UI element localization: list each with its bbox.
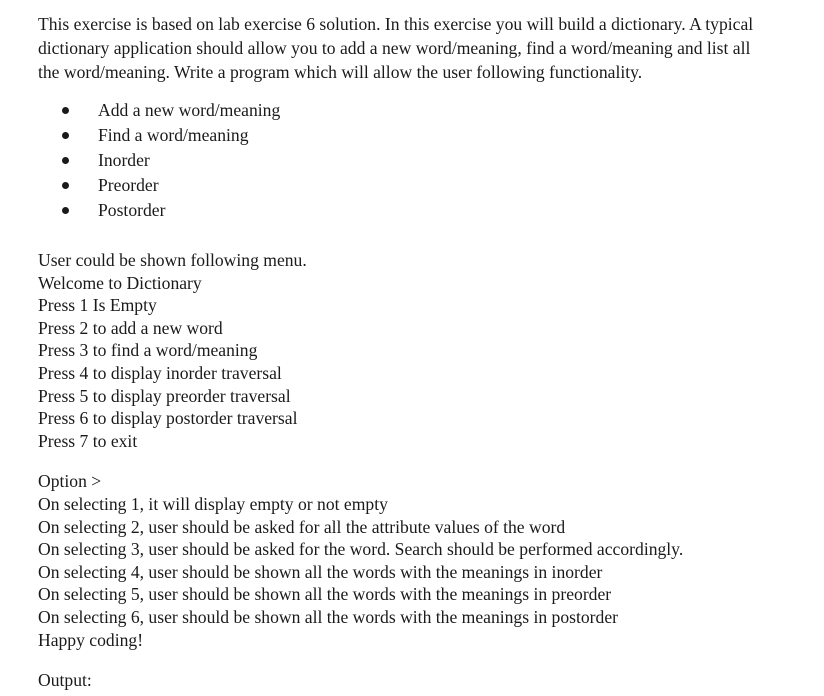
menu-line: Press 6 to display postorder traversal bbox=[38, 408, 298, 429]
option-line: On selecting 3, user should be asked for the word. Search should be performed accordingly. bbox=[38, 539, 684, 560]
list-item-label: Find a word/meaning bbox=[98, 125, 249, 145]
list-item-label: Postorder bbox=[98, 200, 166, 220]
option-descriptions bbox=[38, 470, 818, 651]
menu-line: Press 5 to display preorder traversal bbox=[38, 385, 291, 406]
option-line: On selecting 4, user should be shown all the words with the meanings in inorder bbox=[38, 561, 603, 582]
list-item-label: Preorder bbox=[98, 175, 159, 195]
bullet-icon bbox=[62, 132, 69, 139]
intro-line: the word/meaning. Write a program which will allow the user following functionality. bbox=[38, 62, 643, 82]
option-prompt: Option > bbox=[38, 471, 102, 492]
list-item bbox=[38, 123, 818, 148]
output-section bbox=[38, 669, 818, 692]
option-line: On selecting 5, user should be shown all the words with the meanings in preorder bbox=[38, 584, 612, 605]
list-item bbox=[38, 198, 818, 223]
list-item bbox=[38, 148, 818, 173]
menu-line: Press 4 to display inorder traversal bbox=[38, 362, 282, 383]
list-item bbox=[38, 98, 818, 123]
option-line: On selecting 6, user should be shown all the words with the meanings in postorder bbox=[38, 606, 619, 627]
list-item-label: Add a new word/meaning bbox=[98, 100, 281, 120]
bullet-icon bbox=[62, 157, 69, 164]
menu-line: Press 2 to add a new word bbox=[38, 317, 223, 338]
bullet-icon bbox=[62, 182, 69, 189]
option-line: On selecting 2, user should be asked for all the attribute values of the word bbox=[38, 516, 566, 537]
intro-line: This exercise is based on lab exercise 6 solution. In this exercise you will build a dictionary. A typical bbox=[38, 14, 754, 34]
bullet-icon bbox=[62, 107, 69, 114]
document-body bbox=[38, 12, 818, 692]
menu-line: Press 1 Is Empty bbox=[38, 295, 157, 316]
intro-line: dictionary application should allow you to add a new word/meaning, find a word/meaning and list all bbox=[38, 38, 751, 58]
menu-line: Press 7 to exit bbox=[38, 430, 138, 451]
menu-lead: User could be shown following menu. bbox=[38, 250, 307, 270]
menu-line: Welcome to Dictionary bbox=[38, 272, 202, 293]
intro-paragraph bbox=[38, 12, 818, 84]
list-item bbox=[38, 173, 818, 198]
option-line: On selecting 1, it will display empty or not empty bbox=[38, 493, 388, 514]
bullet-icon bbox=[62, 207, 69, 214]
functionality-list bbox=[38, 98, 818, 223]
output-heading: Output: bbox=[38, 670, 92, 691]
closing-line: Happy coding! bbox=[38, 629, 144, 650]
list-item-label: Inorder bbox=[98, 150, 150, 170]
menu-description bbox=[38, 249, 818, 452]
menu-line: Press 3 to find a word/meaning bbox=[38, 340, 258, 361]
